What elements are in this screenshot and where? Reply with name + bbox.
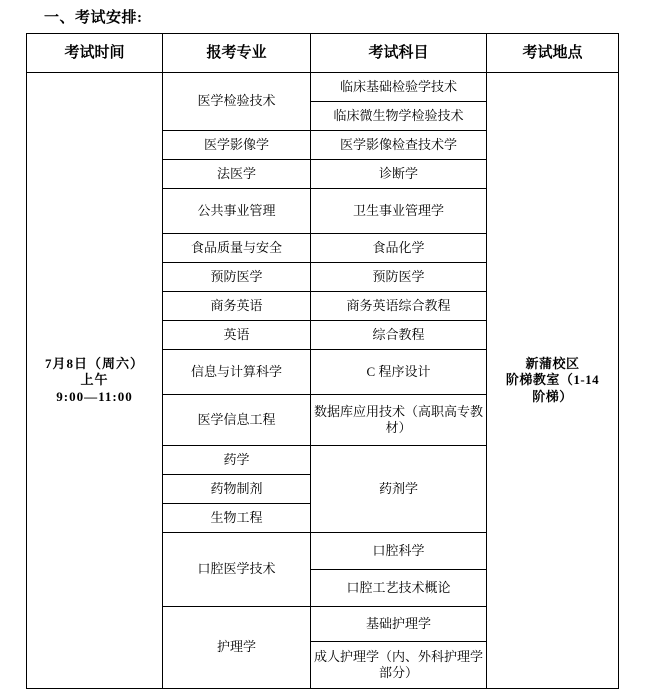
- exam-schedule-table: [26, 33, 619, 689]
- subject-cell: 预防医学: [311, 263, 487, 292]
- subject-cell: 成人护理学（内、外科护理学部分）: [311, 642, 487, 689]
- major-cell: 英语: [163, 321, 311, 350]
- major-cell: 信息与计算科学: [163, 350, 311, 395]
- subject-cell: 诊断学: [311, 160, 487, 189]
- major-cell: 药物制剂: [163, 475, 311, 504]
- exam-time-cell: [27, 73, 163, 689]
- exam-place-line-2: 阶梯教室（1-14: [505, 372, 600, 388]
- major-cell: 食品质量与安全: [163, 234, 311, 263]
- major-cell: 商务英语: [163, 292, 311, 321]
- exam-place-line-3: 阶梯）: [532, 388, 573, 404]
- subject-cell: 综合教程: [311, 321, 487, 350]
- subject-cell: 临床微生物学检验技术: [311, 102, 487, 131]
- subject-cell: 基础护理学: [311, 607, 487, 642]
- major-cell: 医学信息工程: [163, 395, 311, 446]
- subject-cell: 临床基础检验学技术: [311, 73, 487, 102]
- subject-cell: 口腔工艺技术概论: [311, 570, 487, 607]
- major-cell: 医学检验技术: [163, 73, 311, 131]
- exam-time-line-3: 9:00—11:00: [56, 388, 133, 404]
- exam-time-line-1: 7月8日（周六）: [44, 356, 144, 372]
- major-cell: 法医学: [163, 160, 311, 189]
- table-row: [27, 73, 619, 102]
- major-cell: 口腔医学技术: [163, 533, 311, 607]
- subject-cell: 商务英语综合教程: [311, 292, 487, 321]
- exam-place-cell: [487, 73, 619, 689]
- major-cell: 药学: [163, 446, 311, 475]
- exam-place-line-1: 新蒲校区: [525, 356, 580, 372]
- column-header-place: 考试地点: [487, 34, 619, 73]
- major-cell: 医学影像学: [163, 131, 311, 160]
- column-header-subject: 考试科目: [311, 34, 487, 73]
- subject-cell: 口腔科学: [311, 533, 487, 570]
- exam-time-line-2: 上午: [80, 372, 109, 388]
- major-cell: 生物工程: [163, 504, 311, 533]
- major-cell: 护理学: [163, 607, 311, 689]
- page-title: 一、考试安排:: [44, 10, 143, 26]
- subject-cell: 卫生事业管理学: [311, 189, 487, 234]
- column-header-time: 考试时间: [27, 34, 163, 73]
- subject-cell: 数据库应用技术（高职高专教材）: [311, 395, 487, 446]
- column-header-major: 报考专业: [163, 34, 311, 73]
- subject-cell: 食品化学: [311, 234, 487, 263]
- table-header-row: [27, 34, 619, 73]
- subject-cell: 医学影像检查技术学: [311, 131, 487, 160]
- major-cell: 公共事业管理: [163, 189, 311, 234]
- major-cell: 预防医学: [163, 263, 311, 292]
- subject-cell: 药剂学: [311, 446, 487, 533]
- subject-cell: C 程序设计: [311, 350, 487, 395]
